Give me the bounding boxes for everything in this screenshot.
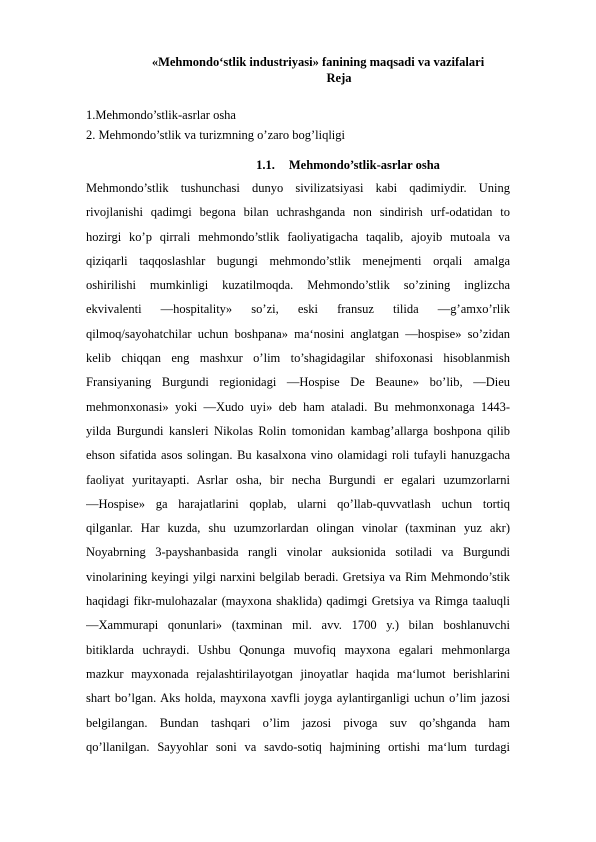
body-paragraph bbox=[86, 176, 510, 759]
section-number: 1.1. bbox=[256, 158, 275, 172]
paragraph-line: belgilangan. Bundan tashqari o’lim jazosi pivoga suv qo’shganda ham bbox=[86, 715, 510, 730]
paragraph-line: mehmonxonasi» yoki ―Xudo uyi» deb ham ataladi. Bu mehmonxonaga 1443- bbox=[86, 399, 510, 414]
paragraph-line: faoliyat yuritayapti. Asrlar osha, bir necha Burgundi er egalari uzumzorlarni bbox=[86, 472, 510, 487]
paragraph-line: mazkur mayxonada rejalashtirilayotgan jinoyatlar haqida ma‘lumot berishlarini bbox=[86, 666, 510, 681]
paragraph-line: qilmoq/sayohatchilar uchun boshpana» ma‘nosini anglatgan ―hospise» so’zidan bbox=[86, 326, 510, 341]
paragraph-line: rivojlanishi qadimgi begona bilan uchrashganda non sindirish urf-odatidan to bbox=[86, 205, 510, 220]
paragraph-line: Mehmondo’stlik tushunchasi dunyo sivilizatsiyasi kabi qadimiydir. Uning bbox=[86, 181, 510, 195]
title-main: «Mehmondo‘stlik industriyasi» fanining maqsadi va vazifalari bbox=[151, 55, 485, 69]
paragraph-line: yilda Burgundi kansleri Nikolas Rolin tomonidan kambag’allarga boshpona qilib bbox=[86, 423, 510, 438]
paragraph-line: ekvivalenti ―hospitality» so’zi, eski fransuz tilida ―g’amxo’rlik bbox=[86, 302, 510, 317]
document-title bbox=[0, 54, 596, 86]
paragraph-line: haqidagi fikr-mulohazalar (mayxona shaklida) qadimgi Gretsiya va Rimga taaluqli bbox=[86, 594, 510, 609]
paragraph-line: bitiklarda uchraydi. Ushbu Qonunga muvofiq mayxona egalari mehmonlarga bbox=[86, 642, 510, 657]
paragraph-line: hozirgi ko’p qirrali mehmondo’stlik faoliyatigacha taqalib, ajoyib mutoala va bbox=[86, 229, 510, 244]
paragraph-line: Fransiyaning Burgundi regionidagi ―Hospise De Beaune» bo’lib, ―Dieu bbox=[86, 375, 510, 390]
plan-item: 2. Mehmondo’stlik va turizmning o’zaro bog’liqligi bbox=[86, 128, 345, 142]
plan-item: 1.Mehmondo’stlik-asrlar osha bbox=[86, 108, 236, 122]
paragraph-line: qo’llanilgan. Sayyohlar soni va savdo-sotiq hajmining ortishi ma‘lum turdagi bbox=[86, 739, 510, 754]
paragraph-line: oshirilishi mumkinligi kuzatilmoqda. Mehmondo’stlik so’zining inglizcha bbox=[86, 278, 510, 293]
paragraph-line: ―Xammurapi qonunlari» (taxminan mil. avv. 1700 y.) bilan boshlanuvchi bbox=[86, 618, 510, 633]
section-heading bbox=[0, 156, 596, 174]
plan-list bbox=[86, 105, 345, 145]
paragraph-line: ―Hospise» ga harajatlarini qoplab, ularni qo’llab-quvvatlash uchun tortiq bbox=[86, 496, 510, 511]
paragraph-line: kelib chiqqan eng mashxur o’lim to’shagidagilar shifoxonasi hisoblanmish bbox=[86, 351, 510, 366]
title-plan-label: Reja bbox=[326, 71, 352, 85]
paragraph-line: Noyabrning 3-payshanbasida rangli vinolar auksionida sotiladi va Burgundi bbox=[86, 545, 510, 560]
paragraph-line: qilganlar. Har kuzda, shu uzumzorlardan olingan vinolar (taxminan yuz akr) bbox=[86, 521, 510, 536]
paragraph-line: qiziqarli taqqoslashlar bugungi mehmondo’stlik menejmenti orqali amalga bbox=[86, 253, 510, 268]
section-title: Mehmondo’stlik-asrlar osha bbox=[288, 158, 440, 172]
paragraph-line: shart bo’lgan. Aks holda, mayxona xavfli joyga aylantirganligi uchun o’lim jazosi bbox=[86, 691, 510, 706]
paragraph-line: ehson sifatida asos solingan. Bu kasalxona vino olamidagi roli tufayli hanuzgacha bbox=[86, 448, 510, 463]
paragraph-line: vinolarining keyingi yilgi narxini belgilab beradi. Gretsiya va Rim Mehmondo’stik bbox=[86, 569, 510, 584]
